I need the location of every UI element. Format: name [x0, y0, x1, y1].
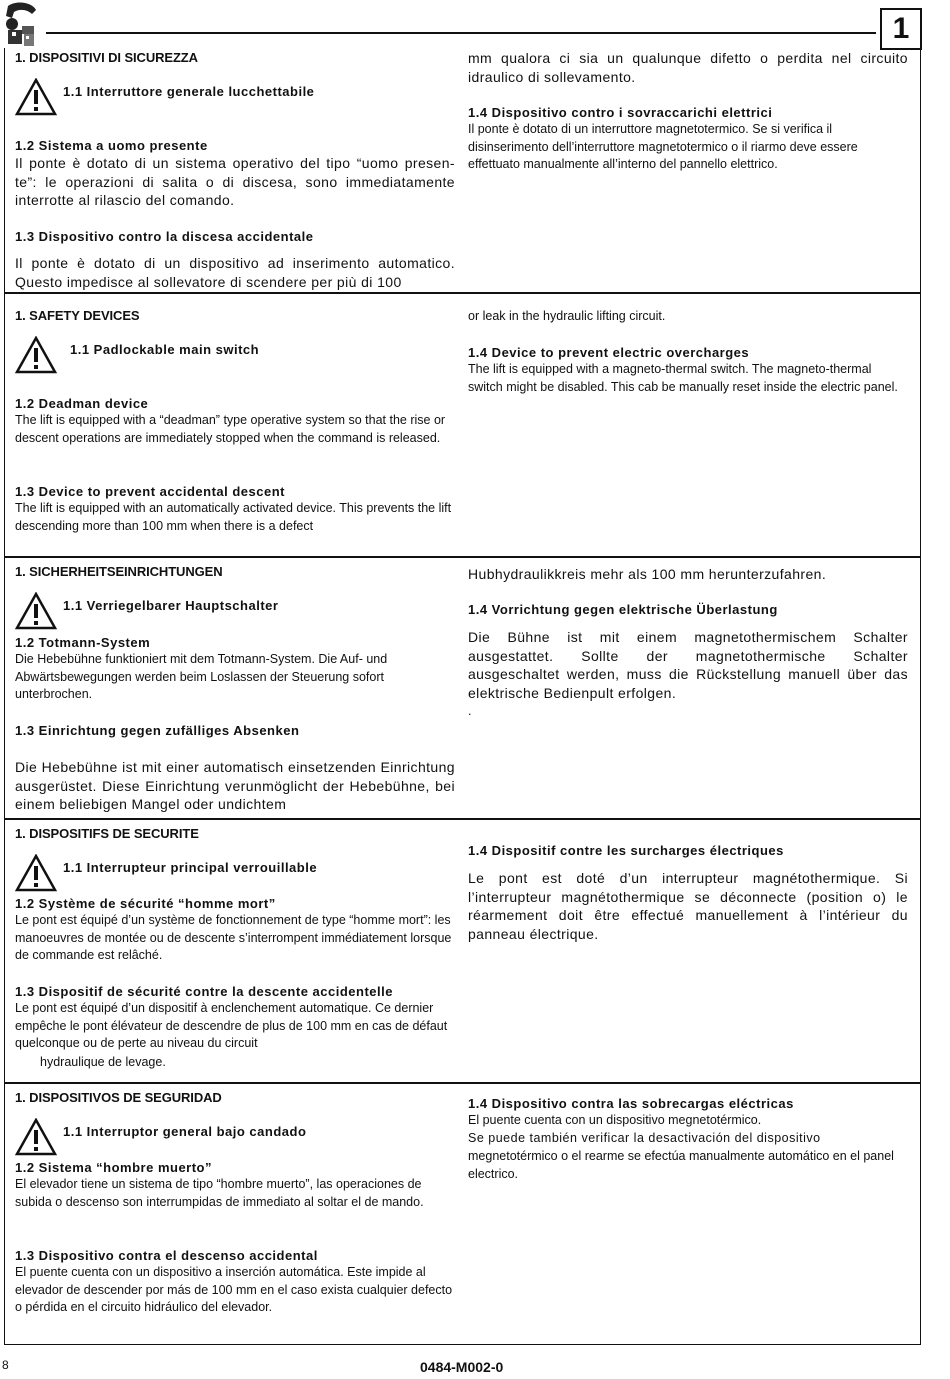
continued-text: mm qualora ci sia un qualunque difetto o perdita nel circuito idraulico di sollevamento.: [468, 50, 908, 85]
subsection-1-4-text: Le pont est doté d’un interrupteur magnétothermique. Si l’interrupteur magnétothermique se déconnecte (position o) le réarmement doit être effectué manuellement à l’intérieur du panneau électrique.: [468, 870, 908, 942]
section-divider: [4, 818, 920, 820]
document-code: 0484-M002-0: [420, 1359, 504, 1375]
subsection-1-2-title: 1.2 Totmann-System: [15, 635, 151, 650]
section-es: [4, 1088, 920, 1344]
subsection-1-2-text: The lift is equipped with a “deadman” type operative system so that the rise or descent operations are immediately stopped when the command is released.: [15, 413, 446, 445]
subsection-1-2-title: 1.2 Sistema a uomo presente: [15, 138, 208, 153]
section-divider: [4, 292, 920, 294]
subsection-1-1-title: 1.1 Verriegelbarer Hauptschalter: [63, 598, 279, 613]
subsection-1-4-text-c: megnetotérmico o el rearme se efectúa manualmente automático en el panel electrico.: [468, 1149, 894, 1181]
continued-text: Hubhydraulikkreis mehr als 100 mm herunterzufahren.: [468, 566, 827, 582]
subsection-1-3-text-cont: hydraulique de levage.: [40, 1055, 166, 1069]
section-title: 1. SAFETY DEVICES: [15, 308, 140, 323]
subsection-1-2-text: Il ponte è dotato di un sistema operativo del tipo “uomo presen- te”: le operazioni di salita o di discesa, sono immediatamente interrotte al rilascio del comando.: [15, 155, 455, 208]
brand-logo-icon: [2, 2, 40, 50]
subsection-1-3-title: 1.3 Dispositif de sécurité contre la descente accidentelle: [15, 984, 393, 999]
subsection-1-1-title: 1.1 Padlockable main switch: [70, 342, 260, 357]
section-it: [4, 48, 920, 292]
section-title: 1. SICHERHEITSEINRICHTUNGEN: [15, 564, 223, 579]
subsection-1-3-title: 1.3 Device to prevent accidental descent: [15, 484, 285, 499]
subsection-1-4-text: El puente cuenta con un dispositivo megnetotérmico.: [468, 1113, 762, 1127]
header-rule: [46, 32, 876, 34]
section-en: [4, 306, 920, 556]
subsection-1-4-title: 1.4 Dispositivo contro i sovraccarichi elettrici: [468, 105, 773, 120]
warning-triangle-icon: [15, 78, 57, 116]
subsection-1-3-text: Le pont est équipé d’un dispositif à enclenchement automatique. Ce dernier empêche le pont élévateur de descendre de plus de 100 mm en cas de défaut quelconque ou de perte au niveau du circuit: [15, 1001, 448, 1050]
subsection-1-1-title: 1.1 Interruptor general bajo candado: [63, 1124, 307, 1139]
subsection-1-3-title: 1.3 Einrichtung gegen zufälliges Absenken: [15, 723, 300, 738]
page-number: 8: [2, 1358, 9, 1372]
continued-text: or leak in the hydraulic lifting circuit.: [468, 309, 666, 323]
subsection-1-2-title: 1.2 Deadman device: [15, 396, 149, 411]
subsection-1-3-text: The lift is equipped with an automatically activated device. This prevents the lift descending more than 100 mm when there is a defect: [15, 501, 452, 533]
section-title: 1. DISPOSITIFS DE SECURITE: [15, 826, 199, 841]
subsection-1-4-title: 1.4 Vorrichtung gegen elektrische Überlastung: [468, 602, 778, 617]
subsection-1-3-title: 1.3 Dispositivo contro la discesa accidentale: [15, 229, 314, 244]
subsection-1-2-text: Die Hebebühne funktioniert mit dem Totmann-System. Die Auf- und Abwärtsbewegungen werden beim Loslassen der Steuerung sofort unterbrochen.: [15, 652, 388, 701]
subsection-1-4-text: Il ponte è dotato di un interruttore magnetotermico. Se si verifica il disinserimento dell’interruttore magnetotermico o il riarmo deve essere effettuato manualmente all’interno del pannello elettrico.: [468, 122, 858, 171]
chapter-number: 1: [880, 8, 922, 50]
subsection-1-3-text: Il ponte è dotato di un dispositivo ad inserimento automatico. Questo impedisce al sollevatore di scendere per più di 100: [15, 255, 455, 290]
subsection-1-2-text: El elevador tiene un sistema de tipo “hombre muerto”, las operaciones de subida o descenso son interrumpidas de immediato al soltar el de mando.: [15, 1177, 424, 1209]
subsection-1-4-title: 1.4 Device to prevent electric overcharges: [468, 345, 750, 360]
subsection-1-2-title: 1.2 Sistema “hombre muerto”: [15, 1160, 212, 1175]
section-divider: [4, 1082, 920, 1084]
stray-mark: .: [468, 704, 472, 718]
warning-triangle-icon: [15, 1118, 57, 1156]
section-title: 1. DISPOSITIVOS DE SEGURIDAD: [15, 1090, 222, 1105]
subsection-1-3-title: 1.3 Dispositivo contra el descenso accidental: [15, 1248, 318, 1263]
warning-triangle-icon: [15, 592, 57, 630]
section-fr: [4, 824, 920, 1082]
subsection-1-3-text: Die Hebebühne ist mit einer automatisch einsetzenden Einrichtung ausgerüstet. Diese Einrichtung verunmöglicht der Hebebühne, bei einem beliebigen Mangel oder undichtem: [15, 759, 455, 812]
subsection-1-1-title: 1.1 Interrupteur principal verrouillable: [63, 860, 318, 875]
subsection-1-4-text-b: Se puede también verificar la desactivación del dispositivo: [468, 1131, 821, 1145]
section-divider: [4, 556, 920, 558]
subsection-1-4-text: Die Bühne ist mit einem magnetothermischem Schalter ausgestattet. Sollte der magnetothermische Schalter ausgeschaltet werden, muss die Rückstellung manuell über das elektrische Bedienpult erfolgen.: [468, 629, 908, 701]
subsection-1-4-text: The lift is equipped with a magneto-thermal switch. The magneto-thermal switch might be disabled. This cab be manually reset inside the electric panel.: [468, 362, 898, 394]
warning-triangle-icon: [15, 336, 57, 374]
subsection-1-4-title: 1.4 Dispositif contre les surcharges électriques: [468, 843, 784, 858]
subsection-1-2-title: 1.2 Système de sécurité “homme mort”: [15, 896, 276, 911]
subsection-1-4-title: 1.4 Dispositivo contra las sobrecargas eléctricas: [468, 1096, 794, 1111]
warning-triangle-icon: [15, 854, 57, 892]
subsection-1-2-text: Le pont est équipé d’un système de fonctionnement de type “homme mort”: les manoeuvres de montée ou de descente s’interrompent immédiatement lorsque de commande est relâché.: [15, 913, 452, 962]
section-de: [4, 562, 920, 818]
subsection-1-1-title: 1.1 Interruttore generale lucchettabile: [63, 84, 315, 99]
section-title: 1. DISPOSITIVI DI SICUREZZA: [15, 50, 198, 65]
subsection-1-3-text: El puente cuenta con un dispositivo a inserción automática. Este impide al elevador de descender por más de 100 mm en el caso exista cualquier defecto o pérdida en el circuito hidráulico del elevador.: [15, 1265, 453, 1314]
